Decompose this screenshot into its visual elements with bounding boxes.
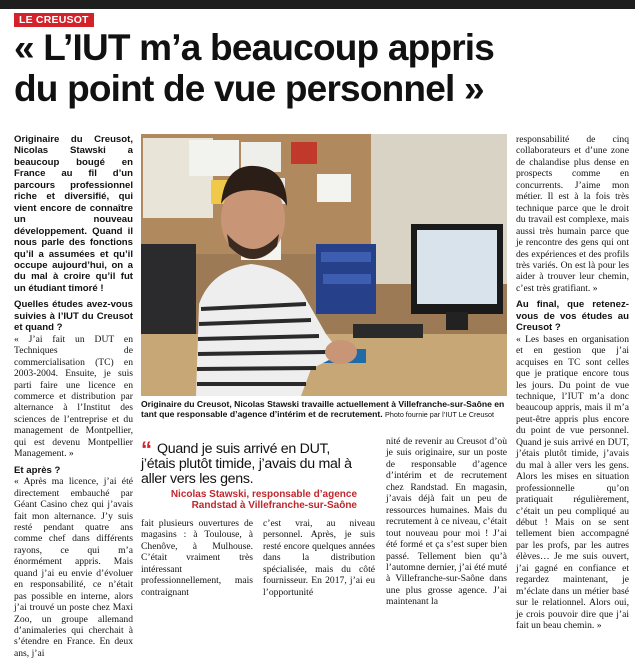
photo-caption: [141, 399, 507, 421]
pull-quote-text: Quand je suis arrivé en DUT, j’étais plutôt timide, j’avais du mal à aller vers les gens.: [141, 441, 352, 487]
question-3: Au final, que retenez-vous de vos études au Creusot ?: [516, 299, 629, 334]
column-3-text: c’est vrai, au niveau personnel. Après, je suis resté encore quelques années dans la distribution spécialisée, mais du côté fournisseur. En 2017, j’ai eu l’opportunité: [263, 518, 375, 598]
column-4-text: nité de revenir au Creusot d’où je suis originaire, sur un poste de responsable d’agence d’intérim et de recrutement chez Randstad. En magasin, j’avais déjà fait un peu de ressources humaines. Mais du recrutement à ce niveau, c’était tout nouveau pour moi ! J’ai été formé et ça s’est super bien passé. Tellement bien qu’à l’automne dernier, j’ai été muté à Villefranche-sur-Saône dans une plus grosse agence. J’ai maintenant la: [386, 436, 507, 608]
section-tag: LE CREUSOT: [14, 13, 94, 27]
headline-line-2: du point de vue personnel »: [14, 68, 484, 109]
question-2: Et après ?: [14, 464, 61, 476]
column-2-text: fait plusieurs ouvertures de magasins : à Toulouse, à Chenôve, à Mulhouse. C’était vraiment très intéressant professionnellement, mais contraignant: [141, 518, 253, 598]
caption-text: Originaire du Creusot, Nicolas Stawski travaille actuellement à Villefranche-sur-Saône en tant que responsable d’agence d’intérim et de recrutement.: [141, 399, 505, 420]
pull-quote-author-line-2: Randstad à Villefranche-sur-Saône: [191, 500, 357, 512]
intro-paragraph: Originaire du Creusot, Nicolas Stawski a beaucoup bougé en France au fil d’un parcours professionnel riche et diversifié, qui vient encore de connaître un nouveau développement. Quand il nous parle des fonctions qu’il a assumées et qu’il occupe aujourd’hui, on a du mal à croire qu’il fut un étudiant timoré !: [14, 134, 133, 294]
quote-mark-icon: “: [141, 437, 152, 462]
answer-3: « Les bases en organisation et en gestion que j’ai acquises en TC sont celles que je pratique encore tous les jours. Du point de vue technique, l’IUT m’a donc beaucoup appris, mais il m’a peut-être appris plus encore du point de vue personnel. Quand je suis arrivé en DUT, j’étais plutôt timide, j’avais du mal à aller vers les gens. Alors les mises en situation professionnelle qu’on pratiquait régulièrement, c’était un peu compliqué au début ! Mais on se sent tellement bien accompagné par les profs, par les autres élèves… Je me suis ouvert, j’ai gagné en confiance et regardez maintenant, je m’éclate dans un métier basé sur le relationnel. Alors oui, je crois pouvoir dire que j’ai fait un beau chemin. »: [516, 333, 629, 632]
pull-quote-author: [171, 489, 357, 512]
headline-line-1: « L’IUT m’a beaucoup appris: [14, 27, 495, 68]
answer-2-continued: responsabilité de cinq collaborateurs et d’une zone de chalandise plus dense en prospects comme en concurrents. J’aime mon métier. Il est à la fois très technique parce que le droit du travail est complexe, mais aussi très humain parce que je rencontre des gens qui ont des expériences et des profils très variés. On est là pour les aider à trouver leur chemin, c’est très gratifiant. »: [516, 134, 629, 294]
pull-quote: [141, 437, 357, 513]
pull-quote-author-line-1: Nicolas Stawski, responsable d’agence: [170, 489, 357, 500]
column-2: [141, 518, 253, 598]
photo-credit: Photo fournie par l’IUT Le Creusot: [385, 410, 494, 420]
column-1: [14, 134, 133, 659]
answer-1: « J’ai fait un DUT en Techniques de commercialisation (TC) en 2003-2004. Ensuite, je suis parti faire une licence en commerce et distribution par alternance à l’Institut des sciences de l’entreprise et du management de Montpellier, qui est devenu Montpellier Management. »: [14, 333, 133, 460]
article-photo: [141, 134, 507, 396]
answer-2: « Après ma licence, j’ai été directement embauché par Géant Casino chez qui j’avais fait mon alternance. J’y suis resté pendant quatre ans comme chef dans différents rayons, ce qui m’a énormément appris. Mais quand j’ai eu envie d’évoluer en responsabilité, ce n’était pas possible en interne, alors j’ai trouvé un poste chez Maxi Zoo, un groupe allemand d’animaleries qui cherchait à s’étendre en France. En deux ans, j’ai: [14, 476, 133, 659]
headline: [14, 27, 624, 109]
top-bar: [0, 0, 635, 9]
column-3: [263, 518, 375, 598]
photo-image: [141, 134, 507, 396]
column-5: [516, 134, 629, 632]
question-1: Quelles études avez-vous suivies à l’IUT du Creusot et quand ?: [14, 299, 133, 334]
column-4: [386, 436, 507, 608]
